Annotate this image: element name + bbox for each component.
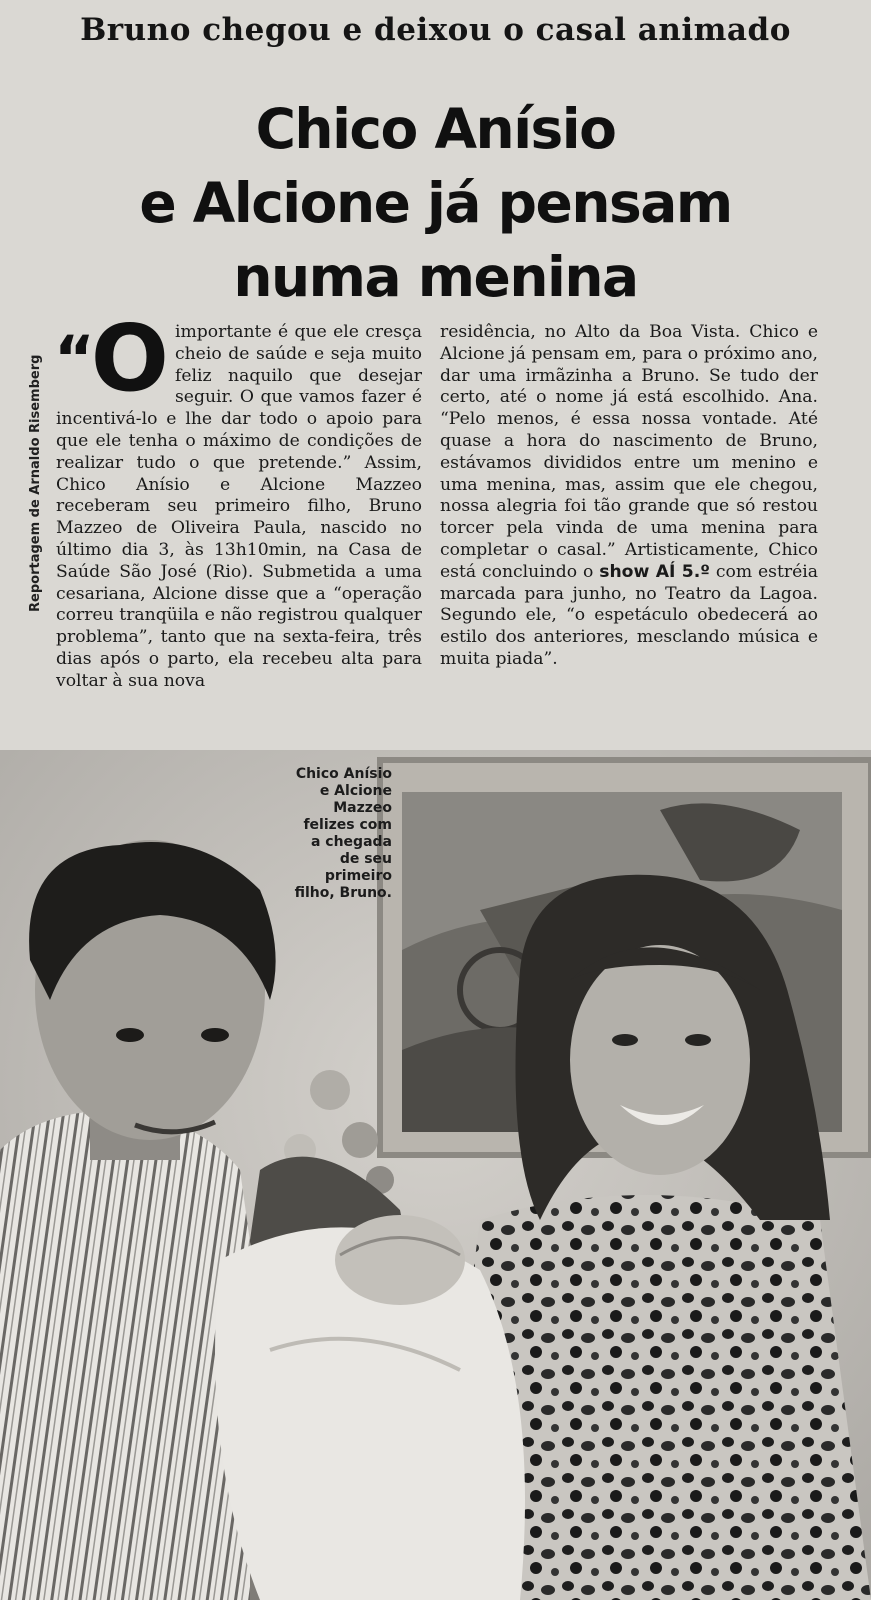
drop-cap-letter: O xyxy=(90,305,169,412)
photo-block xyxy=(0,750,871,1600)
caption-line: felizes com xyxy=(303,817,392,833)
caption-line: Chico Anísio xyxy=(295,766,392,782)
couple-photo xyxy=(0,750,871,1600)
baby-in-blanket xyxy=(215,1215,525,1600)
body-text-right-b: com estréia marcada para junho, no Teatro da Lagoa. Segundo ele, “o espetáculo obedecerá ao estilo dos anteriores, mesclando música e muita piada”. xyxy=(440,561,819,669)
headline-line-3: numa menina xyxy=(233,245,638,309)
caption-line: de seu xyxy=(339,851,392,867)
drop-cap-quote: “ xyxy=(54,322,91,395)
caption-line: e Alcione xyxy=(319,783,392,799)
body-text-left: importante é que ele cresça cheio de saúde e seja muito feliz naquilo que desejar seguir. O que vamos fazer é incentivá-lo e lhe dar todo o apoio para que ele tenha o máximo de condições de realizar tudo o que pretende.” Assim, Chico Anísio e Alcione Mazzeo receberam seu primeiro filho, Bruno Mazzeo de Oliveira Paula, nascido no último dia 3, às 13h10min, na Casa de Saúde São José (Rio). Submetida a uma cesariana, Alcione disse que a “operação correu tranqüila e não registrou qualquer problema”, tanto que na sexta-feira, três dias após o parto, ela recebeu alta para voltar à sua nova xyxy=(56,322,422,691)
caption-line: filho, Bruno. xyxy=(294,885,392,901)
photo-caption xyxy=(262,766,392,902)
body-text-right-a: residência, no Alto da Boa Vista. Chico e Alcione já pensam em, para o próximo ano, dar uma irmãzinha a Bruno. Se tudo der certo, até o nome já está escolhido. Ana. “Pelo menos, é essa nossa vontade. Até quase a hora do nascimento de Bruno, estávamos divididos entre um menino e uma menina, mas, assim que ele chegou, nossa alegria foi tão grande que só restou torcer pela vinda de uma menina para completar o casal.” Artisticamente, Chico está concluindo o xyxy=(440,322,818,582)
article-headline xyxy=(0,92,871,314)
caption-line: a chegada xyxy=(310,834,392,850)
drop-cap xyxy=(54,305,169,412)
article-column-left xyxy=(54,305,422,693)
article-kicker: Bruno chegou e deixou o casal animado xyxy=(80,12,791,48)
caption-line: primeiro xyxy=(324,868,392,884)
show-name: show AÍ 5.º xyxy=(599,561,710,582)
caption-line: Mazzeo xyxy=(333,800,392,816)
article-column-right xyxy=(440,322,818,671)
headline-line-1: Chico Anísio xyxy=(255,97,616,161)
reporter-credit: Reportagem de Arnaldo Risemberg xyxy=(28,354,43,612)
body-text-right xyxy=(440,322,818,671)
headline-line-2: e Alcione já pensam xyxy=(139,171,732,235)
